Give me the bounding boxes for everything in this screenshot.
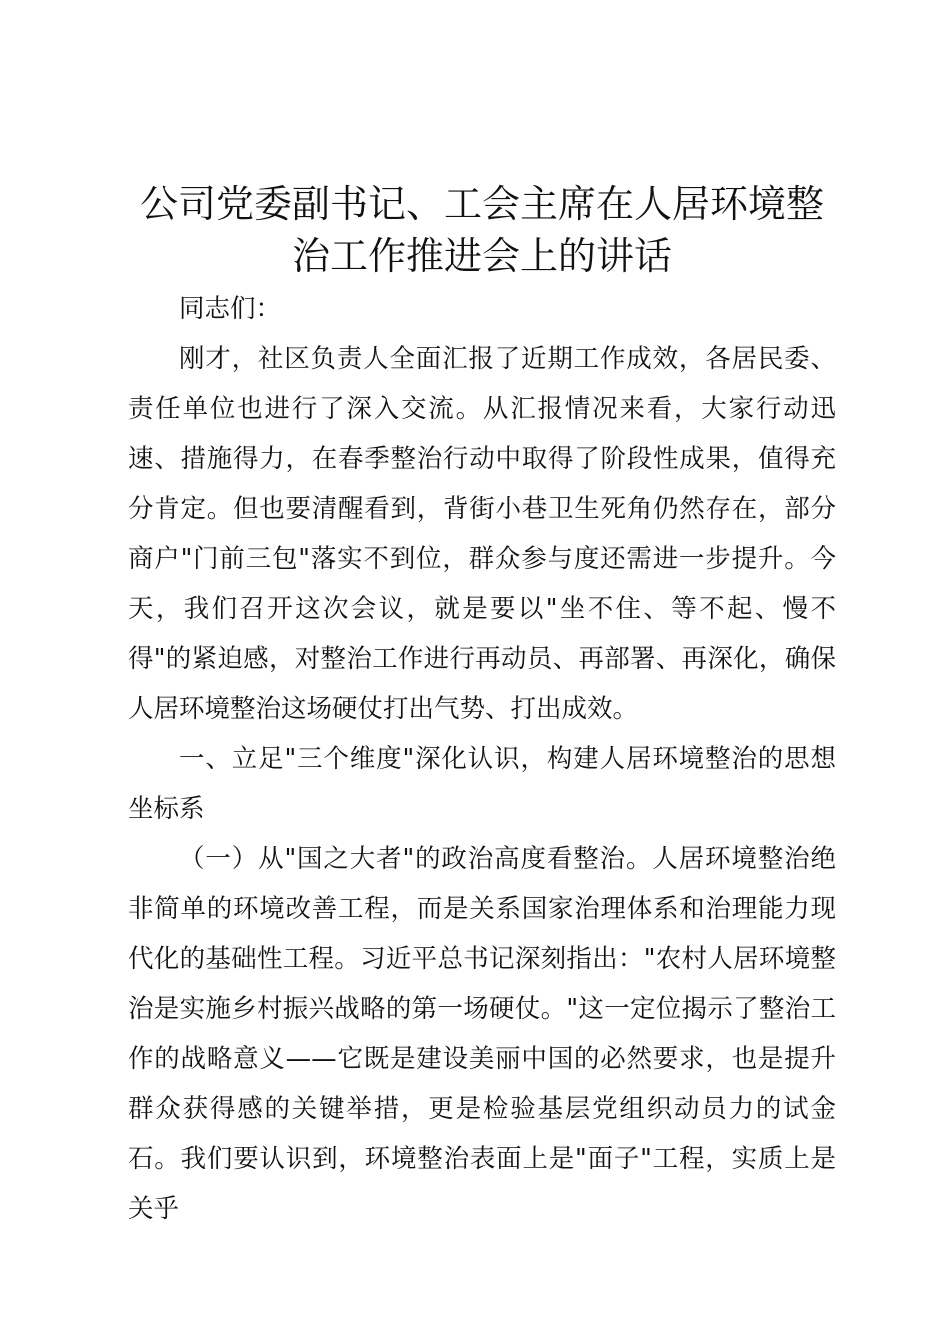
paragraph-intro: 刚才，社区负责人全面汇报了近期工作成效，各居民委、责任单位也进行了深入交流。从汇报情况来看，大家行动迅速、措施得力，在春季整治行动中取得了阶段性成果，值得充分肯定。但也要清醒看到，背街小巷卫生死角仍然存在，部分商户"门前三包"落实不到位，群众参与度还需进一步提升。今天，我们召开这次会议，就是要以"坐不住、等不起、慢不得"的紧迫感，对整治工作进行再动员、再部署、再深化，确保人居环境整治这场硬仗打出气势、打出成效。 [128,344,836,724]
document-body [128,178,836,1234]
paragraph-subsection-1: （一）从"国之大者"的政治高度看整治。人居环境整治绝非简单的环境改善工程，而是关系国家治理体系和治理能力现代化的基础性工程。习近平总书记深刻指出："农村人居环境整治是实施乡村振兴战略的第一场硬仗。"这一定位揭示了整治工作的战略意义——它既是建设美丽中国的必然要求，也是提升群众获得感的关键举措，更是检验基层党组织动员力的试金石。我们要认识到，环境整治表面上是"面子"工程，实质上是关乎 [128,844,836,1224]
section-heading-1: 一、立足"三个维度"深化认识，构建人居环境整治的思想坐标系 [128,744,836,824]
document-title: 公司党委副书记、工会主席在人居环境整治工作推进会上的讲话 [139,182,824,278]
greeting: 同志们： [179,294,282,324]
